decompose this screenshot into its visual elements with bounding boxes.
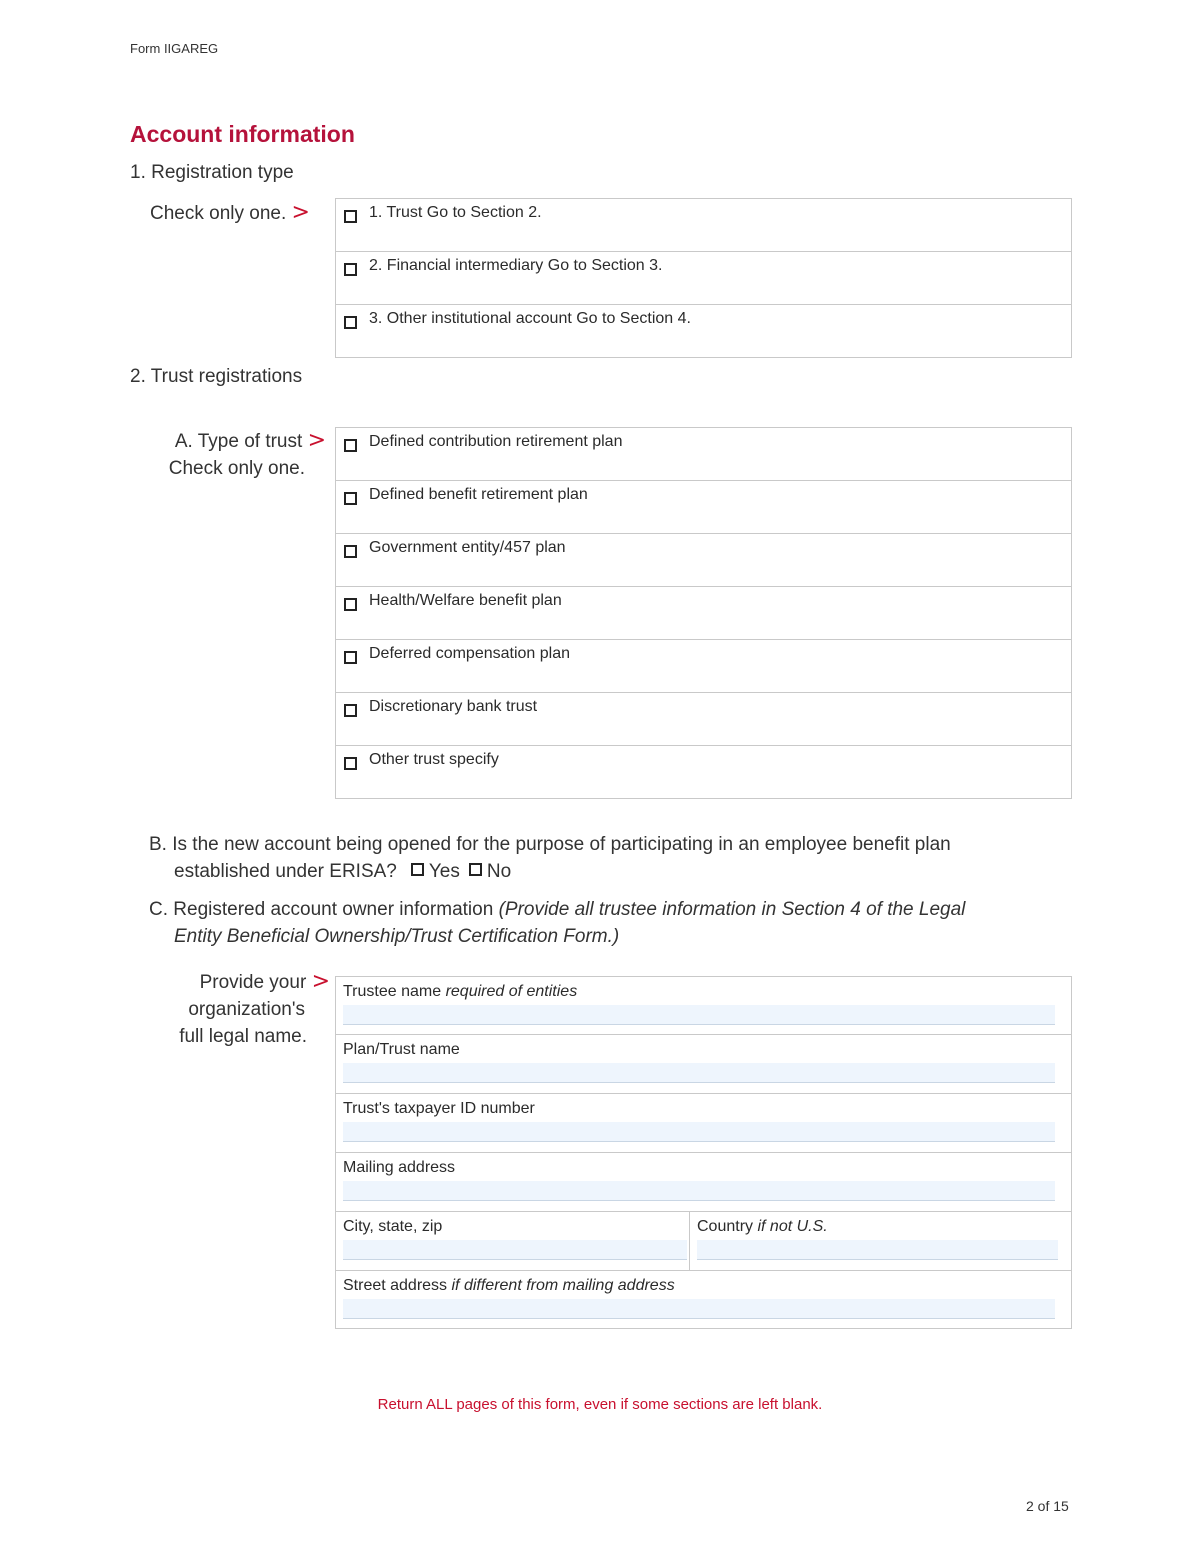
arrow-right-icon: > [291,200,310,225]
owner-info-fields [335,976,1072,1329]
option-label: Government entity/457 plan [369,539,566,556]
government-entity-checkbox[interactable] [344,545,357,558]
city-country-row [336,1212,1071,1271]
owner-info-note: (Provide all trustee information in Section 4 of the Legal [498,899,966,920]
option-label: Discretionary bank trust [369,698,538,715]
type-of-trust-instruction [150,427,326,482]
trustee-name-row [336,977,1071,1035]
owner-info-line2 [149,923,1079,950]
city-state-zip-input[interactable] [343,1240,687,1260]
country-label: Country if not U.S. [697,1218,828,1235]
trustee-name-label: Trustee name required of entities [343,983,578,1000]
option-discretionary-bank-trust[interactable] [336,693,1071,746]
option-other-institutional[interactable] [336,305,1071,357]
option-label: Defined benefit retirement plan [369,486,588,503]
provide-your-text: Provide your [199,972,307,993]
mailing-address-input[interactable] [343,1181,1055,1201]
street-address-input[interactable] [343,1299,1055,1319]
type-of-trust-text: A. Type of trust [174,431,303,452]
option-defined-benefit[interactable] [336,481,1071,534]
plan-trust-name-row [336,1035,1071,1094]
option-label: Health/Welfare benefit plan [369,592,562,609]
option-label: 2. Financial intermediary Go to Section 3. [369,257,663,274]
field-divider [689,1212,690,1270]
financial-intermediary-checkbox[interactable] [344,263,357,276]
erisa-question [149,831,1079,885]
country-input[interactable] [697,1240,1058,1260]
defined-contribution-checkbox[interactable] [344,439,357,452]
trust-checkbox[interactable] [344,210,357,223]
return-pages-note: Return ALL pages of this form, even if some sections are left blank. [377,1396,823,1413]
city-state-zip-label: City, state, zip [343,1218,443,1235]
option-label: Other trust specify [369,751,499,768]
erisa-no-label: No [486,861,512,882]
option-defined-contribution[interactable] [336,428,1071,481]
page-number: 2 of 15 [1026,1498,1069,1514]
owner-info-heading [149,896,1079,950]
deferred-compensation-checkbox[interactable] [344,651,357,664]
taxpayer-id-input[interactable] [343,1122,1055,1142]
plan-trust-name-input[interactable] [343,1063,1055,1083]
option-financial-intermediary[interactable] [336,252,1071,305]
street-address-row [336,1271,1071,1328]
option-label: 1. Trust Go to Section 2. [369,204,542,221]
check-only-one-text: Check only one. [168,458,305,479]
discretionary-bank-trust-checkbox[interactable] [344,704,357,717]
taxpayer-id-row [336,1094,1071,1153]
erisa-question-line2 [149,858,1079,885]
legal-name-instruction [150,968,330,1050]
defined-benefit-checkbox[interactable] [344,492,357,505]
plan-trust-name-label: Plan/Trust name [343,1041,460,1058]
owner-info-note-cont: Entity Beneficial Ownership/Trust Certification Form.) [174,926,620,947]
check-only-one-text: Check only one. [150,203,287,224]
organizations-text: organization's [188,999,305,1020]
taxpayer-id-label: Trust's taxpayer ID number [343,1100,535,1117]
owner-info-line1 [149,896,1079,923]
option-trust[interactable] [336,199,1071,252]
registration-type-instruction [150,199,310,227]
trustee-name-input[interactable] [343,1005,1055,1025]
street-address-label: Street address if different from mailing address [343,1277,675,1294]
trust-type-options [335,427,1072,799]
full-legal-name-text: full legal name. [179,1026,307,1047]
erisa-yes-checkbox[interactable] [411,863,424,876]
option-other-trust[interactable] [336,746,1071,798]
other-trust-checkbox[interactable] [344,757,357,770]
erisa-yes-label: Yes [428,861,460,882]
mailing-address-row [336,1153,1071,1212]
erisa-text: established under ERISA? [174,861,397,882]
option-label: Deferred compensation plan [369,645,571,662]
option-label: 3. Other institutional account Go to Section 4. [369,310,691,327]
option-health-welfare[interactable] [336,587,1071,640]
owner-info-text: C. Registered account owner information [149,899,499,920]
arrow-right-icon: > [311,969,330,994]
registration-type-options [335,198,1072,358]
section-title: Account information [130,121,355,147]
registration-type-label: 1. Registration type [130,162,294,183]
erisa-no-checkbox[interactable] [469,863,482,876]
mailing-address-label: Mailing address [343,1159,456,1176]
trust-registrations-label: 2. Trust registrations [130,366,303,387]
erisa-question-line1: B. Is the new account being opened for the purpose of participating in an employee benefit plan [149,834,951,855]
arrow-right-icon: > [307,428,326,453]
option-government-entity[interactable] [336,534,1071,587]
option-deferred-compensation[interactable] [336,640,1071,693]
form-id: Form IIGAREG [130,41,219,56]
health-welfare-checkbox[interactable] [344,598,357,611]
other-institutional-checkbox[interactable] [344,316,357,329]
option-label: Defined contribution retirement plan [369,433,623,450]
